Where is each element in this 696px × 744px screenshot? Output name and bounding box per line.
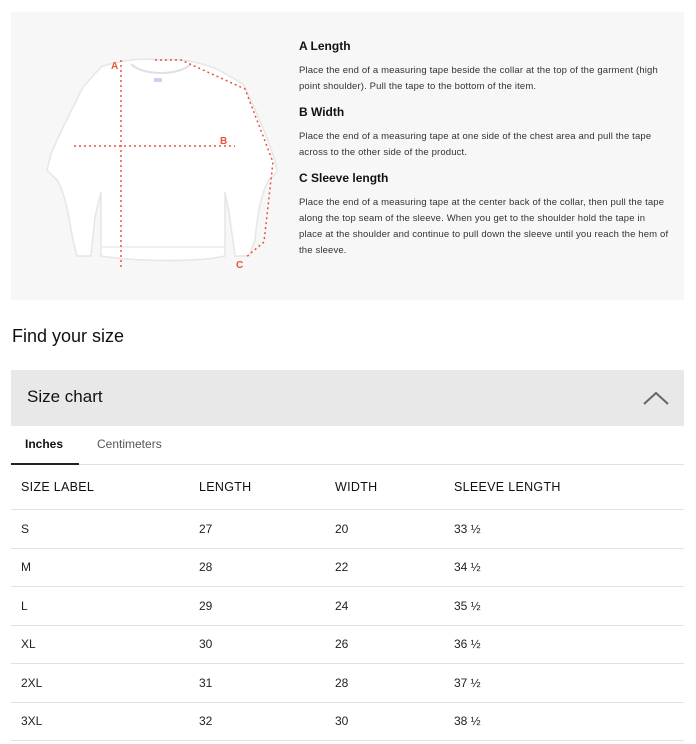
tab-inches[interactable]: Inches [25, 437, 64, 451]
length-instructions [299, 39, 669, 95]
label-c: C [236, 260, 244, 271]
label-b: B [220, 136, 228, 147]
table-row [11, 587, 684, 626]
cell-length: 30 [189, 625, 325, 664]
cell-size: M [11, 548, 189, 587]
table-row [11, 702, 684, 741]
cell-length: 31 [189, 664, 325, 703]
chevron-up-icon[interactable] [642, 390, 670, 406]
sleeve-description: Place the end of a measuring tape at the center back of the collar, then pull the tape along the top seam of the sleeve. When you get to the shoulder hold the tape in place at the shoulder and continue to pull down the sleeve until you reach the hem of the sleeve. [299, 197, 669, 256]
cell-sleeve: 38 ½ [444, 702, 684, 741]
measurement-guide [11, 12, 684, 300]
cell-length: 27 [189, 510, 325, 549]
cell-sleeve: 37 ½ [444, 664, 684, 703]
cell-size: L [11, 587, 189, 626]
sleeve-title: C Sleeve length [299, 171, 389, 185]
label-tag [154, 78, 162, 82]
tab-centimeters[interactable]: Centimeters [97, 437, 162, 451]
find-size-heading: Find your size [12, 326, 125, 346]
sleeve-instructions [299, 171, 669, 259]
table-row [11, 510, 684, 549]
cell-size: 2XL [11, 664, 189, 703]
width-instructions [299, 105, 669, 161]
cell-size: 3XL [11, 702, 189, 741]
cell-width: 24 [325, 587, 444, 626]
cell-size: S [11, 510, 189, 549]
size-chart-accordion-header[interactable] [11, 370, 684, 426]
cell-sleeve: 35 ½ [444, 587, 684, 626]
cell-sleeve: 33 ½ [444, 510, 684, 549]
table-row [11, 548, 684, 587]
measurement-instructions [299, 39, 669, 269]
header-length: LENGTH [189, 464, 325, 510]
cell-width: 28 [325, 664, 444, 703]
cell-sleeve: 36 ½ [444, 625, 684, 664]
cell-length: 29 [189, 587, 325, 626]
cell-size: XL [11, 625, 189, 664]
unit-tabs [11, 426, 684, 465]
size-chart-title: Size chart [27, 387, 103, 406]
table-row [11, 664, 684, 703]
size-table [11, 464, 684, 741]
length-description: Place the end of a measuring tape beside the collar at the top of the garment (high point shoulder). Pull the tape to the bottom of the item. [299, 65, 658, 92]
header-sleeve-length: SLEEVE LENGTH [444, 464, 684, 510]
cell-width: 26 [325, 625, 444, 664]
cell-width: 22 [325, 548, 444, 587]
cell-width: 20 [325, 510, 444, 549]
width-description: Place the end of a measuring tape at one side of the chest area and pull the tape across to the other side of the product. [299, 131, 652, 158]
header-width: WIDTH [325, 464, 444, 510]
table-row [11, 625, 684, 664]
cell-length: 28 [189, 548, 325, 587]
header-size-label: SIZE LABEL [11, 464, 189, 510]
width-title: B Width [299, 105, 345, 119]
length-title: A Length [299, 39, 351, 53]
cell-width: 30 [325, 702, 444, 741]
cell-length: 32 [189, 702, 325, 741]
table-header-row [11, 464, 684, 510]
cell-sleeve: 34 ½ [444, 548, 684, 587]
sweatshirt-illustration [39, 42, 289, 282]
label-a: A [111, 61, 119, 72]
